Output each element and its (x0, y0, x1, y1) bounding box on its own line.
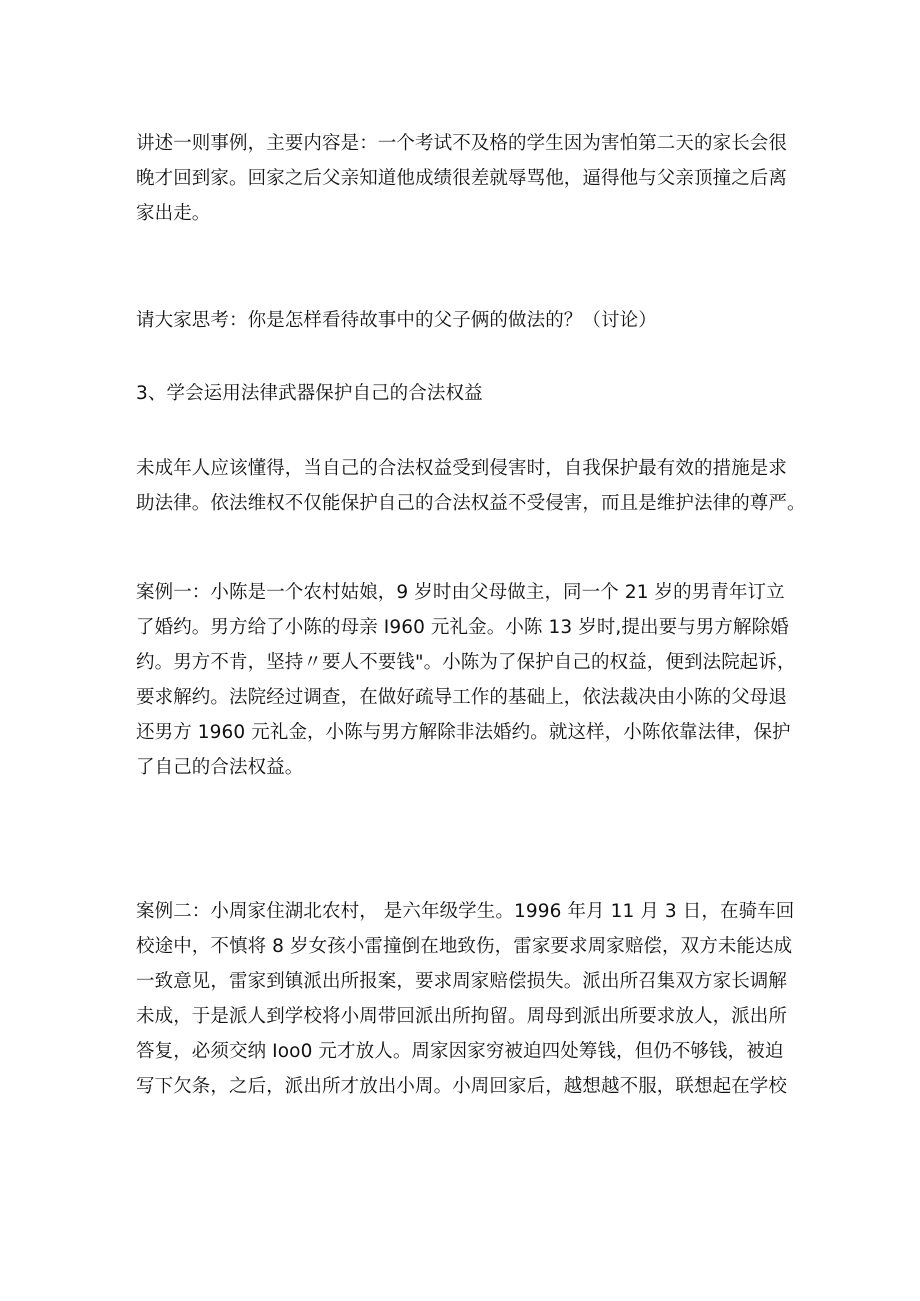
text-line: 未成年人应该懂得，当自己的合法权益受到侵害时，自我保护最有效的措施是求 (136, 458, 788, 479)
text-line: 还男方 1960 元礼金，小陈与男方解除非法婚约。就这样，小陈依靠法律，保护 (136, 722, 791, 743)
case-two-paragraph (136, 894, 796, 1104)
text-line: 校途中，不慎将 8 岁女孩小雷撞倒在地致伤，雷家要求周家赔偿，双方未能达成 (136, 936, 793, 957)
intro-paragraph (136, 451, 806, 521)
discussion-prompt (136, 303, 796, 338)
text-line: 了自己的合法权益。 (136, 757, 304, 778)
text-line: 家出走。 (136, 203, 211, 224)
text-line: 了婚约。男方给了小陈的母亲 I960 元礼金。小陈 13 岁时,提出要与男方解除婚 (136, 617, 789, 638)
text-line: 要求解约。法院经过调查，在做好疏导工作的基础上，依法裁决由小陈的父母退 (136, 687, 788, 708)
text-line: 答复，必须交纳 Ioo0 元才放人。周家因家穷被迫四处筹钱，但仍不够钱，被迫 (136, 1041, 784, 1062)
text-line: 3、学会运用法律武器保护自己的合法权益 (136, 383, 483, 404)
text-line: 未成，于是派人到学校将小周带回派出所拘留。周母到派出所要求放人，派出所 (136, 1006, 788, 1027)
text-line: 约。男方不肯，坚持〃要人不要钱"。小陈为了保护自己的权益，便到法院起诉， (136, 652, 796, 673)
text-line: 案例一：小陈是一个农村姑娘，9 岁时由父母做主，同一个 21 岁的男青年订立 (136, 582, 785, 603)
case-one-paragraph (136, 575, 796, 785)
text-line: 案例二：小周家住湖北农村， 是六年级学生。1996 年月 11 月 3 日，在骑车回 (136, 901, 795, 922)
section-heading (136, 376, 796, 411)
text-line: 请大家思考：你是怎样看待故事中的父子俩的做法的？（讨论） (136, 310, 657, 331)
text-line: 写下欠条，之后，派出所才放出小周。小周回家后，越想越不服，联想起在学校 (136, 1076, 788, 1097)
text-line: 一致意见，雷家到镇派出所报案，要求周家赔偿损失。派出所召集双方家长调解 (136, 971, 788, 992)
story-paragraph (136, 126, 796, 231)
text-line: 讲述一则事例，主要内容是：一个考试不及格的学生因为害怕第二天的家长会很 (136, 133, 788, 154)
text-line: 助法律。依法维权不仅能保护自己的合法权益不受侵害，而且是维护法律的尊严。 (136, 493, 806, 514)
text-line: 晚才回到家。回家之后父亲知道他成绩很差就辱骂他，逼得他与父亲顶撞之后离 (136, 168, 788, 189)
